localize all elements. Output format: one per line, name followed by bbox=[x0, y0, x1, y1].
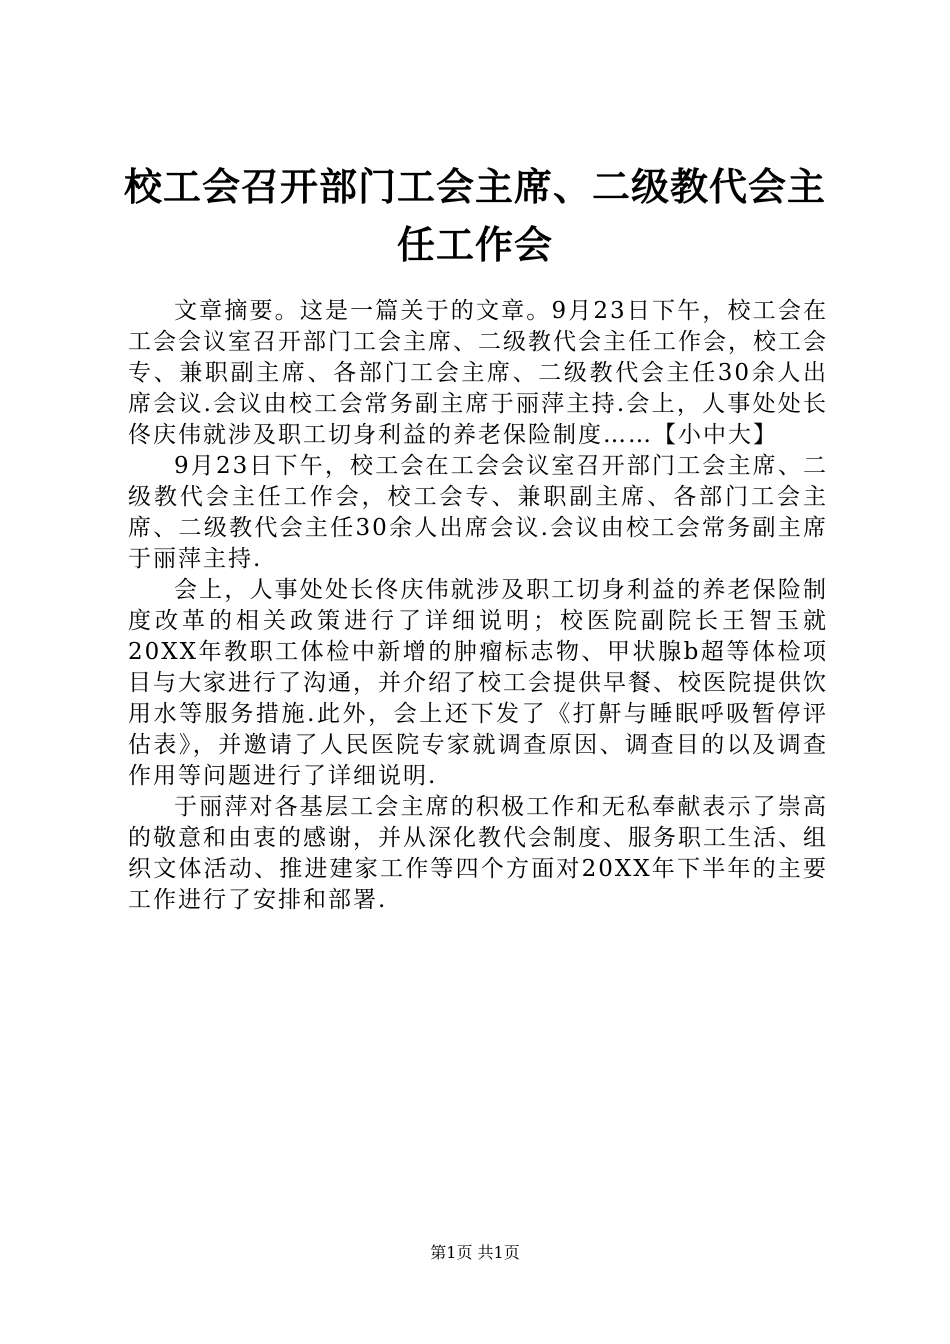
page-footer: 第1页 共1页 bbox=[430, 1243, 520, 1262]
body-paragraph: 于丽萍对各基层工会主席的积极工作和无私奉献表示了崇高的敬意和由衷的感谢，并从深化教代会制度、服务职工生活、组织文体活动、推进建家工作等四个方面对20XX年下半年的主要工作进行了安排和部署. bbox=[128, 794, 828, 913]
body-paragraph: 9月23日下午，校工会在工会会议室召开部门工会主席、二级教代会主任工作会，校工会专、兼职副主席、各部门工会主席、二级教代会主任30余人出席会议.会议由校工会常务副主席于丽萍主持. bbox=[128, 453, 828, 572]
body-paragraph: 会上，人事处处长佟庆伟就涉及职工切身利益的养老保险制度改革的相关政策进行了详细说明；校医院副院长王智玉就20XX年教职工体检中新增的肿瘤标志物、甲状腺b超等体检项目与大家进行了沟通，并介绍了校工会提供早餐、校医院提供饮用水等服务措施.此外，会上还下发了《打鼾与睡眠呼吸暂停评估表》，并邀请了人民医院专家就调查原因、调查目的以及调查作用等问题进行了详细说明. bbox=[128, 577, 828, 789]
page-title: 校工会召开部门工会主席、二级教代会主任工作会 bbox=[123, 164, 826, 267]
summary-paragraph: 文章摘要。这是一篇关于的文章。9月23日下午，校工会在工会会议室召开部门工会主席、二级教代会主任工作会，校工会专、兼职副主席、各部门工会主席、二级教代会主任30余人出席会议.会议由校工会常务副主席于丽萍主持.会上，人事处处长佟庆伟就涉及职工切身利益的养老保险制度……【小中大】 bbox=[128, 298, 828, 448]
article-body bbox=[128, 296, 828, 916]
